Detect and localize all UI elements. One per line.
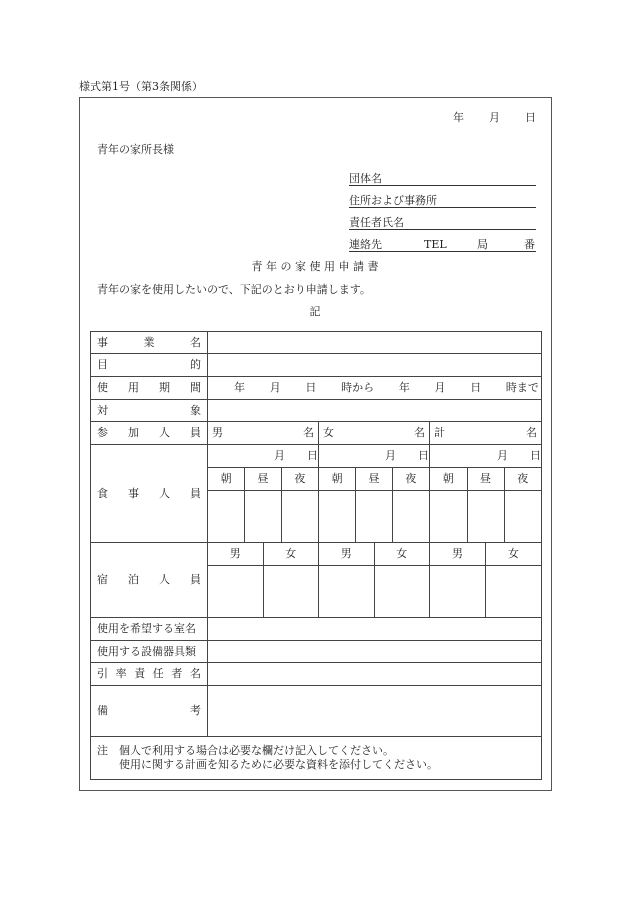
- label-char: 泊: [128, 573, 139, 586]
- label-char: 食: [97, 486, 108, 500]
- meal-lunch-input[interactable]: [467, 490, 504, 542]
- label-char: 間: [190, 381, 201, 394]
- row-notes: [91, 737, 542, 780]
- female-label: 女: [323, 426, 334, 439]
- period-year: 年: [234, 381, 245, 394]
- meal-month: 月: [274, 448, 285, 462]
- address-line[interactable]: [349, 207, 536, 208]
- row-equipment: [91, 641, 542, 663]
- period-to: 時まで: [505, 381, 539, 394]
- period-month: 月: [269, 381, 281, 394]
- meal-dinner: 夜: [281, 467, 318, 490]
- label-char: 引: [97, 667, 108, 680]
- label-char: 加: [128, 426, 139, 439]
- label-char: 宿: [97, 573, 108, 586]
- period-day: 日: [305, 381, 317, 394]
- meal-month: 月: [385, 448, 396, 462]
- form-title: 青 年 の 家 使 用 申 請 書: [251, 260, 379, 273]
- exchange-label: 局: [477, 238, 488, 251]
- lodging-block: [319, 543, 430, 618]
- label-char: 員: [190, 486, 201, 500]
- contact-line[interactable]: [349, 251, 536, 252]
- label-char: 期: [159, 381, 170, 394]
- label-char: 人: [159, 573, 170, 586]
- number-label: 番: [524, 238, 535, 251]
- meals-block: [208, 445, 319, 543]
- lodging-male: 男: [208, 543, 263, 565]
- meal-dinner: 夜: [392, 467, 429, 490]
- room-field[interactable]: [208, 618, 542, 641]
- row-target: [91, 400, 542, 422]
- label-char: 使: [97, 381, 108, 394]
- label-char: 的: [190, 358, 201, 371]
- lodging-female: 女: [263, 543, 318, 565]
- row-participants: [91, 422, 542, 445]
- ki-label: 記: [309, 305, 321, 318]
- lodging-female-input[interactable]: [263, 565, 318, 617]
- row-meals: [91, 445, 542, 543]
- meal-breakfast: 朝: [319, 467, 356, 490]
- period-field[interactable]: [208, 377, 542, 400]
- meal-day: 日: [530, 448, 542, 462]
- meal-breakfast: 朝: [208, 467, 245, 490]
- label-char: 者: [171, 667, 183, 680]
- row-lodging: [91, 543, 542, 618]
- label-char: 業: [143, 335, 155, 349]
- unit-label: 名: [303, 426, 314, 439]
- row-leader: [91, 663, 542, 686]
- lodging-female-input[interactable]: [374, 565, 429, 617]
- target-field[interactable]: [208, 400, 542, 422]
- lodging-male-input[interactable]: [319, 565, 374, 617]
- lodging-female: 女: [486, 543, 542, 565]
- row-room: [91, 618, 542, 641]
- meal-breakfast-input[interactable]: [319, 490, 356, 542]
- unit-label: 名: [414, 426, 425, 439]
- meal-dinner-input[interactable]: [504, 490, 541, 542]
- lodging-female: 女: [374, 543, 429, 565]
- lodging-male-input[interactable]: [430, 565, 486, 617]
- total-label: 計: [434, 426, 445, 439]
- addressee: 青年の家所長様: [97, 143, 174, 156]
- lodging-female-input[interactable]: [486, 565, 542, 617]
- intro-text: 青年の家を使用したいので、下記のとおり申請します。: [97, 283, 371, 296]
- equipment-field[interactable]: [208, 641, 542, 663]
- label-char: 対: [97, 403, 108, 417]
- label-char: 備: [97, 704, 108, 717]
- meal-breakfast: 朝: [430, 467, 467, 490]
- label-char: 参: [97, 426, 108, 439]
- meal-lunch: 昼: [467, 467, 504, 490]
- meal-day: 日: [307, 448, 318, 462]
- label-char: 員: [190, 573, 201, 586]
- label-char: 責: [134, 667, 146, 680]
- leader-field[interactable]: [208, 663, 542, 686]
- lodging-male-input[interactable]: [208, 565, 263, 617]
- label-char: 人: [159, 486, 170, 500]
- label-char: 考: [190, 704, 201, 717]
- meal-dinner-input[interactable]: [281, 490, 318, 542]
- notes-line-2: 使用に関する計画を知るために必要な資料を添付してください。: [119, 758, 438, 771]
- male-label: 男: [212, 426, 223, 439]
- tel-label: TEL: [424, 238, 447, 251]
- group-name-line[interactable]: [349, 185, 536, 186]
- label-char: 名: [190, 335, 201, 349]
- label-char: 事: [97, 335, 108, 349]
- remarks-field[interactable]: [208, 686, 542, 737]
- meal-dinner-input[interactable]: [392, 490, 429, 542]
- participants-total-field[interactable]: [430, 422, 542, 445]
- purpose-field[interactable]: [208, 354, 542, 377]
- row-period: [91, 377, 542, 400]
- label-char: 目: [97, 358, 108, 371]
- address-label: 住所および事務所: [349, 194, 437, 207]
- event-name-field[interactable]: [208, 332, 542, 354]
- period-year: 年: [398, 381, 410, 394]
- label-char: 用: [128, 381, 139, 394]
- meal-lunch: 昼: [245, 467, 282, 490]
- unit-label: 名: [526, 426, 538, 439]
- meal-breakfast-input[interactable]: [208, 490, 245, 542]
- meal-lunch-input[interactable]: [245, 490, 282, 542]
- label-char: 名: [189, 667, 201, 680]
- date-day: 日: [525, 111, 536, 124]
- lodging-male: 男: [319, 543, 374, 565]
- meal-lunch-input[interactable]: [356, 490, 393, 542]
- row-remarks: [91, 686, 542, 737]
- label-char: 象: [190, 403, 201, 417]
- meal-breakfast-input[interactable]: [430, 490, 467, 542]
- application-table: [90, 331, 542, 780]
- lodging-block: [430, 543, 542, 618]
- meal-month: 月: [497, 448, 509, 462]
- period-day: 日: [470, 381, 482, 394]
- notes-label: 注: [97, 744, 108, 757]
- label-char: 員: [190, 426, 201, 439]
- date-year: 年: [453, 111, 464, 124]
- meals-block: [319, 445, 430, 543]
- label-char: 率: [115, 667, 127, 680]
- responsible-line[interactable]: [349, 229, 536, 230]
- meal-dinner: 夜: [504, 467, 541, 490]
- meals-block: [430, 445, 542, 543]
- group-name-label: 団体名: [349, 172, 382, 185]
- period-month: 月: [434, 381, 446, 394]
- notes-line-1: 個人で利用する場合は必要な欄だけ記入してください。: [119, 744, 394, 757]
- participants-female-field[interactable]: [319, 422, 430, 445]
- responsible-label: 責任者氏名: [349, 216, 404, 229]
- period-from: 時から: [341, 381, 375, 394]
- label-char: 人: [159, 426, 170, 439]
- row-purpose: [91, 354, 542, 377]
- participants-male-field[interactable]: [208, 422, 319, 445]
- date-month: 月: [489, 111, 500, 124]
- label-char: 事: [128, 486, 139, 500]
- room-label: 使用を希望する室名: [91, 618, 208, 641]
- meal-lunch: 昼: [356, 467, 393, 490]
- row-event-name: [91, 332, 542, 354]
- lodging-block: [208, 543, 319, 618]
- lodging-male: 男: [430, 543, 486, 565]
- label-char: 任: [152, 667, 164, 680]
- equipment-label: 使用する設備器具類: [91, 641, 208, 663]
- meal-day: 日: [418, 448, 429, 462]
- contact-label: 連絡先: [349, 238, 382, 251]
- form-number: 様式第1号（第3条関係）: [79, 80, 203, 93]
